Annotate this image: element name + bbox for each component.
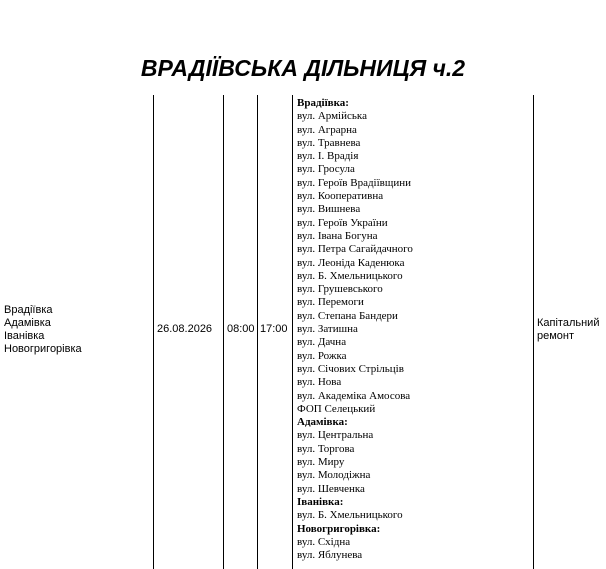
column-border (257, 95, 258, 569)
street-item: вул. Шевченка (297, 482, 365, 495)
column-border (153, 95, 154, 569)
settlement-name: Адамівка (4, 317, 51, 329)
street-item: вул. Леоніда Каденюка (297, 256, 405, 269)
street-item: вул. Молодіжна (297, 469, 371, 482)
settlement-name: Іванівка (4, 330, 45, 342)
street-item: вул. Гросула (297, 163, 355, 176)
street-item: вул. Аграрна (297, 123, 357, 136)
settlement-name: Новогригорівка (4, 343, 82, 355)
page-title: ВРАДІЇВСЬКА ДІЛЬНИЦЯ ч.2 (140, 55, 466, 81)
street-item: вул. Яблунева (297, 549, 363, 562)
street-item: вул. Степана Бандери (297, 309, 398, 322)
street-item: вул. Дачна (297, 336, 347, 349)
street-item: вул. Грушевського (297, 283, 383, 296)
streets-cell (297, 97, 531, 562)
street-item: вул. Армійська (297, 110, 367, 123)
street-item: вул. Героїв Врадіївщини (297, 176, 411, 189)
street-item: вул. Нова (297, 376, 342, 389)
street-item: вул. Вишнева (297, 203, 361, 216)
settlements-cell (4, 304, 82, 356)
street-item: ФОП Селецький (297, 402, 376, 415)
street-item: вул. Січових Стрільців (297, 362, 404, 375)
street-item: вул. Академіка Амосова (297, 389, 411, 402)
street-item: вул. Затишна (297, 323, 358, 336)
street-item: вул. Кооперативна (297, 190, 384, 203)
street-item: вул. Торгова (297, 442, 355, 455)
street-item: вул. Б. Хмельницького (297, 269, 403, 282)
time-from-cell: 08:00 (227, 323, 255, 335)
reason-line: ремонт (537, 330, 575, 342)
reason-line: Капітальний (537, 317, 600, 329)
street-item: вул. Перемоги (297, 296, 364, 309)
village-heading: Іванівка: (297, 495, 344, 508)
village-heading: Новогригорівка: (297, 522, 381, 535)
street-item: вул. Миру (297, 456, 345, 469)
street-item: вул. Івана Богуна (297, 229, 378, 242)
settlement-name: Врадіївка (4, 304, 53, 316)
street-item: вул. Героїв України (297, 216, 388, 229)
village-heading: Адамівка: (297, 416, 348, 429)
street-item: вул. І. Врадія (297, 150, 359, 163)
time-to-cell: 17:00 (260, 323, 288, 335)
street-item: вул. Травнева (297, 136, 361, 149)
street-item: вул. Центральна (297, 429, 374, 442)
street-item: вул. Б. Хмельницького (297, 509, 403, 522)
reason-cell (537, 317, 599, 343)
street-item: вул. Рожка (297, 349, 347, 362)
date-cell: 26.08.2026 (157, 323, 213, 335)
street-item: вул. Східна (297, 535, 351, 548)
village-heading: Врадіївка: (297, 97, 349, 109)
column-border (292, 95, 293, 569)
column-border (223, 95, 224, 569)
street-item: вул. Петра Сагайдачного (297, 243, 413, 256)
column-border (533, 95, 534, 569)
